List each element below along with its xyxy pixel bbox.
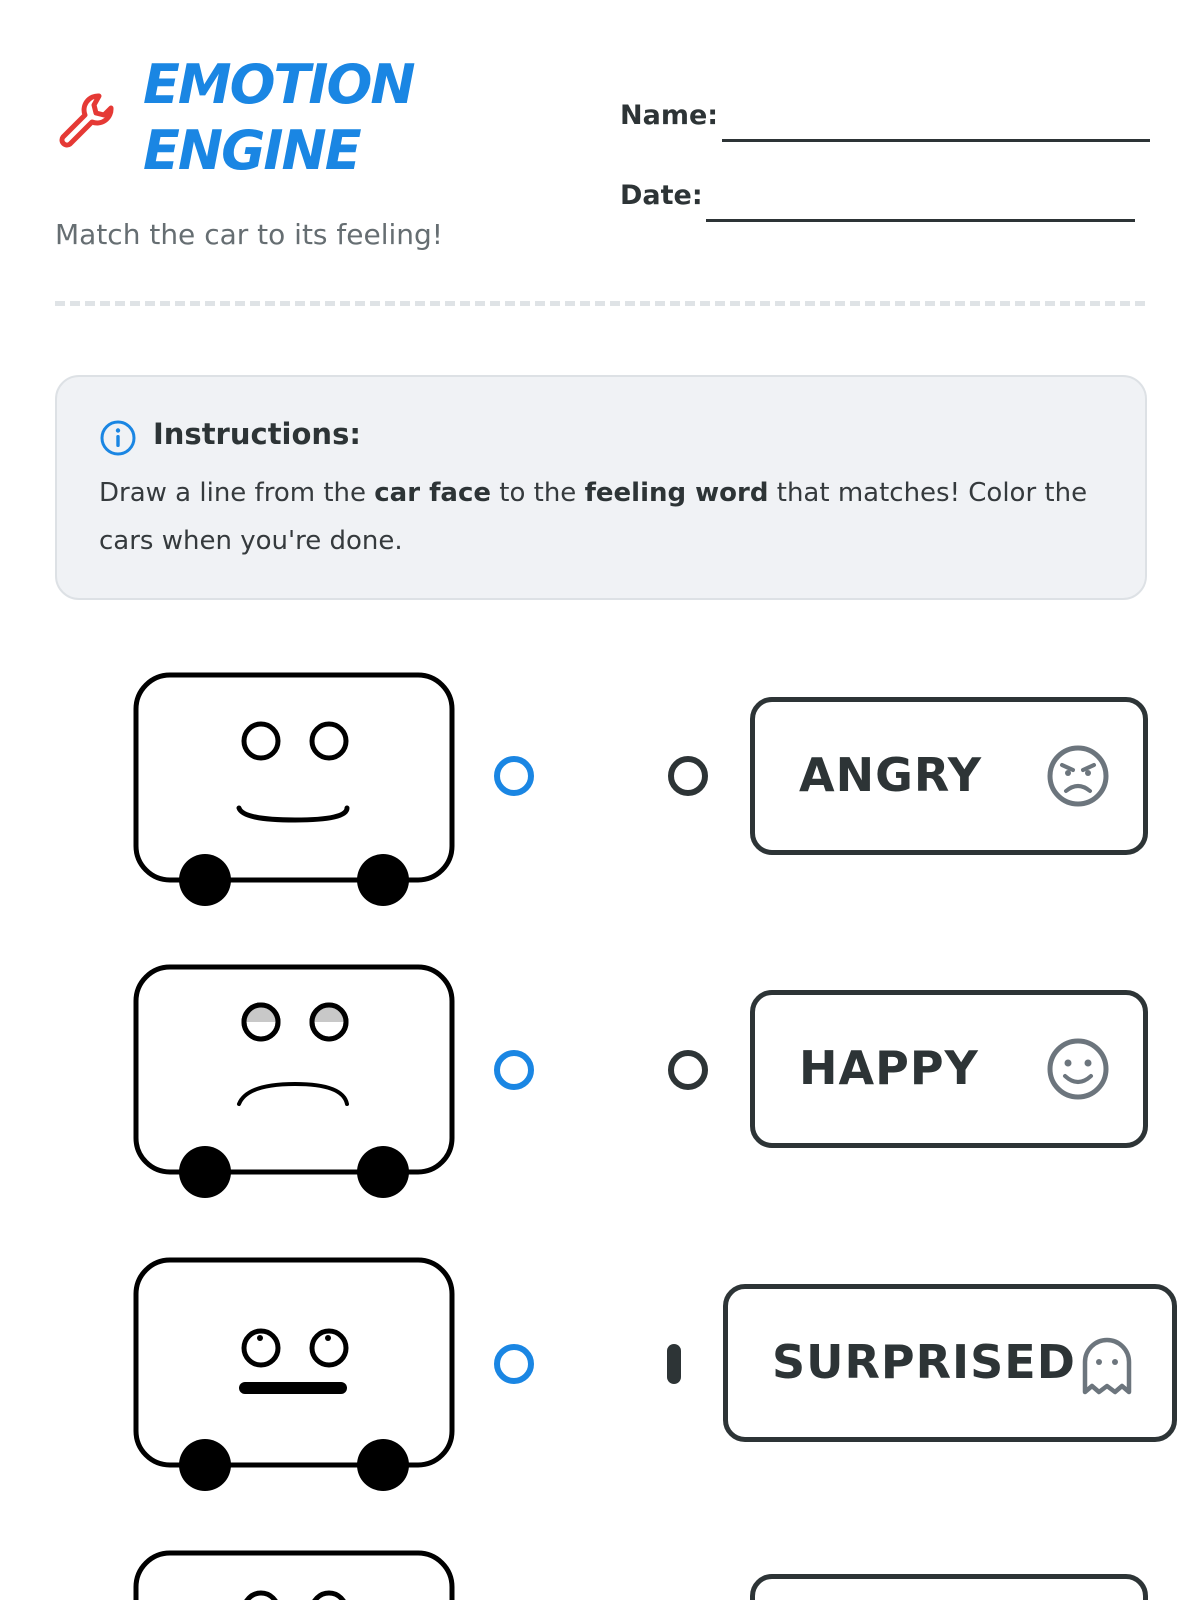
word-label: SURPRISED <box>772 1335 1076 1389</box>
word-label: HAPPY <box>799 1041 979 1095</box>
name-label: Name: <box>620 100 719 131</box>
wrench-icon <box>55 88 119 152</box>
instructions-text: Draw a line from the car face to the feeling word that matches! Color the cars when you're done. <box>99 478 1088 556</box>
car-connector-dot[interactable] <box>494 1050 534 1090</box>
word-connector-dot[interactable] <box>668 756 708 796</box>
worksheet-header <box>55 50 1155 270</box>
car-connector-dot[interactable] <box>494 756 534 796</box>
match-row-4 <box>0 1545 1200 1600</box>
match-row-2 <box>0 954 1200 1194</box>
word-card <box>750 990 1148 1148</box>
car-connector-dot[interactable] <box>494 1344 534 1384</box>
word-connector-dot[interactable] <box>667 1344 681 1384</box>
car-sad <box>131 962 457 1202</box>
instructions-title: Instructions: <box>153 417 361 451</box>
match-row-3 <box>0 1248 1200 1488</box>
dashed-divider <box>55 301 1145 306</box>
word-card <box>750 697 1148 855</box>
instructions-panel <box>55 375 1147 600</box>
word-label: ANGRY <box>799 748 983 802</box>
match-row-1 <box>0 660 1200 900</box>
word-connector-dot[interactable] <box>668 1050 708 1090</box>
date-field[interactable] <box>706 219 1135 222</box>
car-neutral <box>131 1255 457 1495</box>
name-field[interactable] <box>722 139 1150 142</box>
word-card <box>750 1574 1148 1600</box>
page-subtitle: Match the car to its feeling! <box>55 218 444 251</box>
car-happy <box>131 670 457 910</box>
ghost-icon <box>1074 1332 1140 1398</box>
angry-face-icon <box>1045 743 1111 809</box>
page-title: EMOTION ENGINE <box>143 53 414 182</box>
info-icon <box>99 419 137 457</box>
car-partial <box>131 1548 457 1600</box>
date-label: Date: <box>620 180 703 211</box>
word-card <box>723 1284 1177 1442</box>
smile-face-icon <box>1045 1036 1111 1102</box>
